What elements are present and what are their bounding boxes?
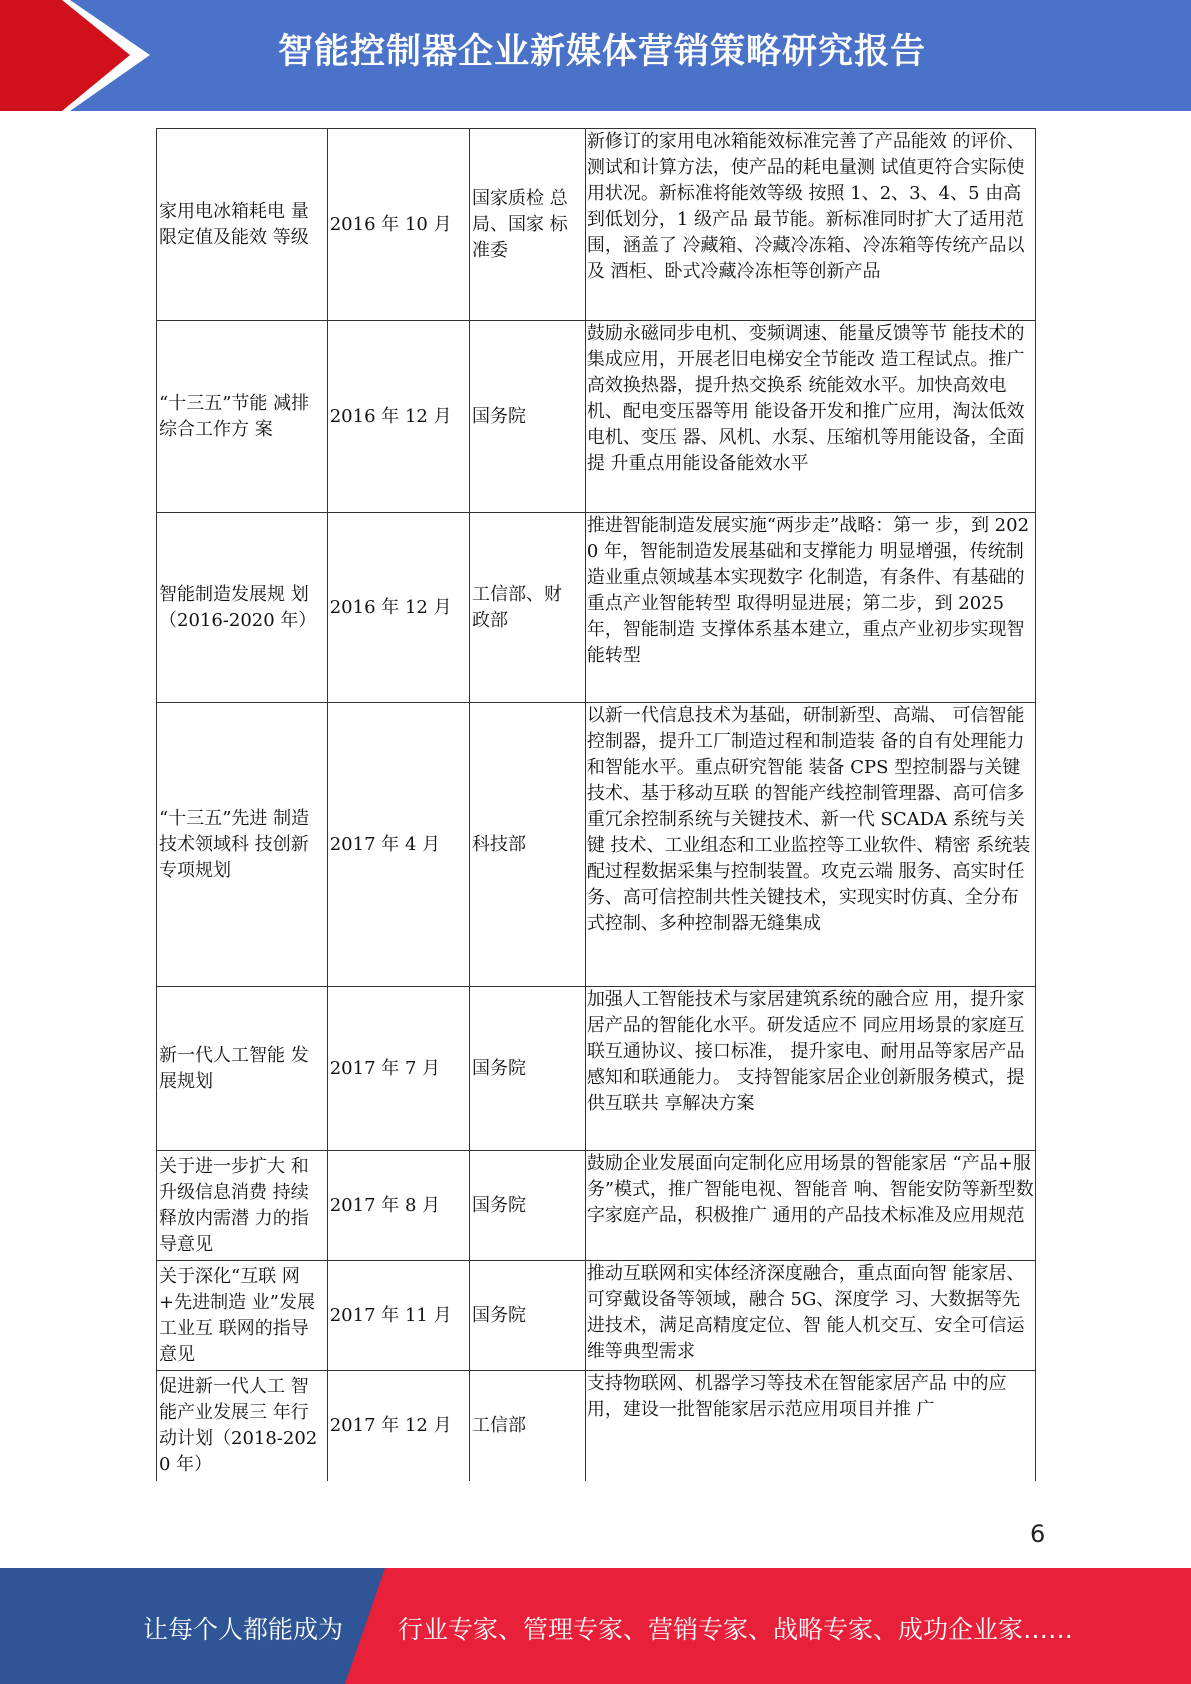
policy-date-cell: 2017 年 8 月 bbox=[327, 1151, 469, 1261]
table-row bbox=[157, 987, 1036, 1151]
policy-name-cell: 智能制造发展规 划（2016-2020 年） bbox=[157, 513, 328, 703]
footer-slogan-right: 行业专家、管理专家、营销专家、战略专家、成功企业家…… bbox=[398, 1615, 1074, 1644]
policy-issuer-cell: 国务院 bbox=[469, 321, 585, 513]
table-row bbox=[157, 321, 1036, 513]
policy-issuer-cell: 工信部 bbox=[469, 1371, 585, 1481]
policy-issuer-cell: 国家质检 总局、国家 标准委 bbox=[469, 129, 585, 321]
table-row bbox=[157, 1151, 1036, 1261]
table-row bbox=[157, 703, 1036, 987]
policy-content-cell: 推进智能制造发展实施“两步走”战略：第一 步，到 2020 年，智能制造发展基础和支撑能力 明显增强，传统制造业重点领域基本实现数字 化制造，有条件、有基础的重点产业智能转型 取得明显进展；第二步，到 2025 年，智能制造 支撑体系基本建立，重点产业初步实现智能转型 bbox=[585, 513, 1035, 703]
table-row bbox=[157, 1371, 1036, 1481]
policy-issuer-cell: 科技部 bbox=[469, 703, 585, 987]
policy-date-cell: 2017 年 4 月 bbox=[327, 703, 469, 987]
policy-content-cell: 推动互联网和实体经济深度融合，重点面向智 能家居、可穿戴设备等领域，融合 5G、深度学 习、大数据等先进技术，满足高精度定位、智 能人机交互、安全可信运维等典型需求 bbox=[585, 1261, 1035, 1371]
policy-date-cell: 2016 年 10 月 bbox=[327, 129, 469, 321]
page-header bbox=[0, 0, 1191, 111]
table-row bbox=[157, 1261, 1036, 1371]
policy-table bbox=[156, 128, 1036, 1481]
policy-content-cell: 以新一代信息技术为基础，研制新型、高端、 可信智能控制器，提升工厂制造过程和制造装 备的自有处理能力和智能水平。重点研究智能 装备 CPS 型控制器与关键技术、基于移动互联 的智能产线控制管理器、高可信多重冗余控制系统与关键技术、新一代 SCADA 系统与关键 技术、工业组态和工业监控等工业软件、精密 系统装配过程数据采集与控制装置。攻克云端 服务、高实时任务、高可信控制共性关键技术，实现实时仿真、全分布式控制、多种控制器无缝集成 bbox=[585, 703, 1035, 987]
policy-name-cell: 促进新一代人工 智能产业发展三 年行动计划（2018-2020 年） bbox=[157, 1371, 328, 1481]
policy-date-cell: 2016 年 12 月 bbox=[327, 513, 469, 703]
policy-name-cell: 关于进一步扩大 和升级信息消费 持续释放内需潜 力的指导意见 bbox=[157, 1151, 328, 1261]
table-row bbox=[157, 513, 1036, 703]
page-title: 智能控制器企业新媒体营销策略研究报告 bbox=[278, 32, 927, 72]
policy-name-cell: 家用电冰箱耗电 量限定值及能效 等级 bbox=[157, 129, 328, 321]
policy-content-cell: 支持物联网、机器学习等技术在智能家居产品 中的应用，建设一批智能家居示范应用项目并推 广 bbox=[585, 1371, 1035, 1481]
policy-issuer-cell: 工信部、财 政部 bbox=[469, 513, 585, 703]
policy-name-cell: “十三五”先进 制造技术领域科 技创新专项规划 bbox=[157, 703, 328, 987]
policy-name-cell: “十三五”节能 减排综合工作方 案 bbox=[157, 321, 328, 513]
page-number: 6 bbox=[1030, 1520, 1046, 1548]
page-footer bbox=[0, 1568, 1191, 1684]
policy-issuer-cell: 国务院 bbox=[469, 1151, 585, 1261]
footer-slogan-left: 让每个人都能成为 bbox=[143, 1615, 344, 1644]
policy-name-cell: 新一代人工智能 发展规划 bbox=[157, 987, 328, 1151]
policy-date-cell: 2017 年 7 月 bbox=[327, 987, 469, 1151]
table-row bbox=[157, 129, 1036, 321]
policy-content-cell: 新修订的家用电冰箱能效标准完善了产品能效 的评价、测试和计算方法，使产品的耗电量测 试值更符合实际使用状况。新标准将能效等级 按照 1、2、3、4、5 由高到低划分，1 级产品 最节能。新标准同时扩大了适用范围，涵盖了 冷藏箱、冷藏冷冻箱、冷冻箱等传统产品以及 酒柜、卧式冷藏冷冻柜等创新产品 bbox=[585, 129, 1035, 321]
policy-issuer-cell: 国务院 bbox=[469, 987, 585, 1151]
policy-name-cell: 关于深化“互联 网+先进制造 业”发展工业互 联网的指导意见 bbox=[157, 1261, 328, 1371]
policy-content-cell: 鼓励永磁同步电机、变频调速、能量反馈等节 能技术的集成应用，开展老旧电梯安全节能改 造工程试点。推广高效换热器，提升热交换系 统能效水平。加快高效电机、配电变压器等用 能设备开发和推广应用，淘汰低效电机、变压 器、风机、水泵、压缩机等用能设备，全面提 升重点用能设备能效水平 bbox=[585, 321, 1035, 513]
policy-date-cell: 2016 年 12 月 bbox=[327, 321, 469, 513]
policy-date-cell: 2017 年 12 月 bbox=[327, 1371, 469, 1481]
header-chevron-decoration bbox=[0, 0, 150, 111]
policy-issuer-cell: 国务院 bbox=[469, 1261, 585, 1371]
policy-date-cell: 2017 年 11 月 bbox=[327, 1261, 469, 1371]
policy-content-cell: 鼓励企业发展面向定制化应用场景的智能家居 “产品+服务”模式，推广智能电视、智能音 响、智能安防等新型数字家庭产品，积极推广 通用的产品技术标准及应用规范 bbox=[585, 1151, 1035, 1261]
policy-content-cell: 加强人工智能技术与家居建筑系统的融合应 用，提升家居产品的智能化水平。研发适应不 同应用场景的家庭互联互通协议、接口标准， 提升家电、耐用品等家居产品感知和联通能力。 支持智能家居企业创新服务模式，提供互联共 享解决方案 bbox=[585, 987, 1035, 1151]
